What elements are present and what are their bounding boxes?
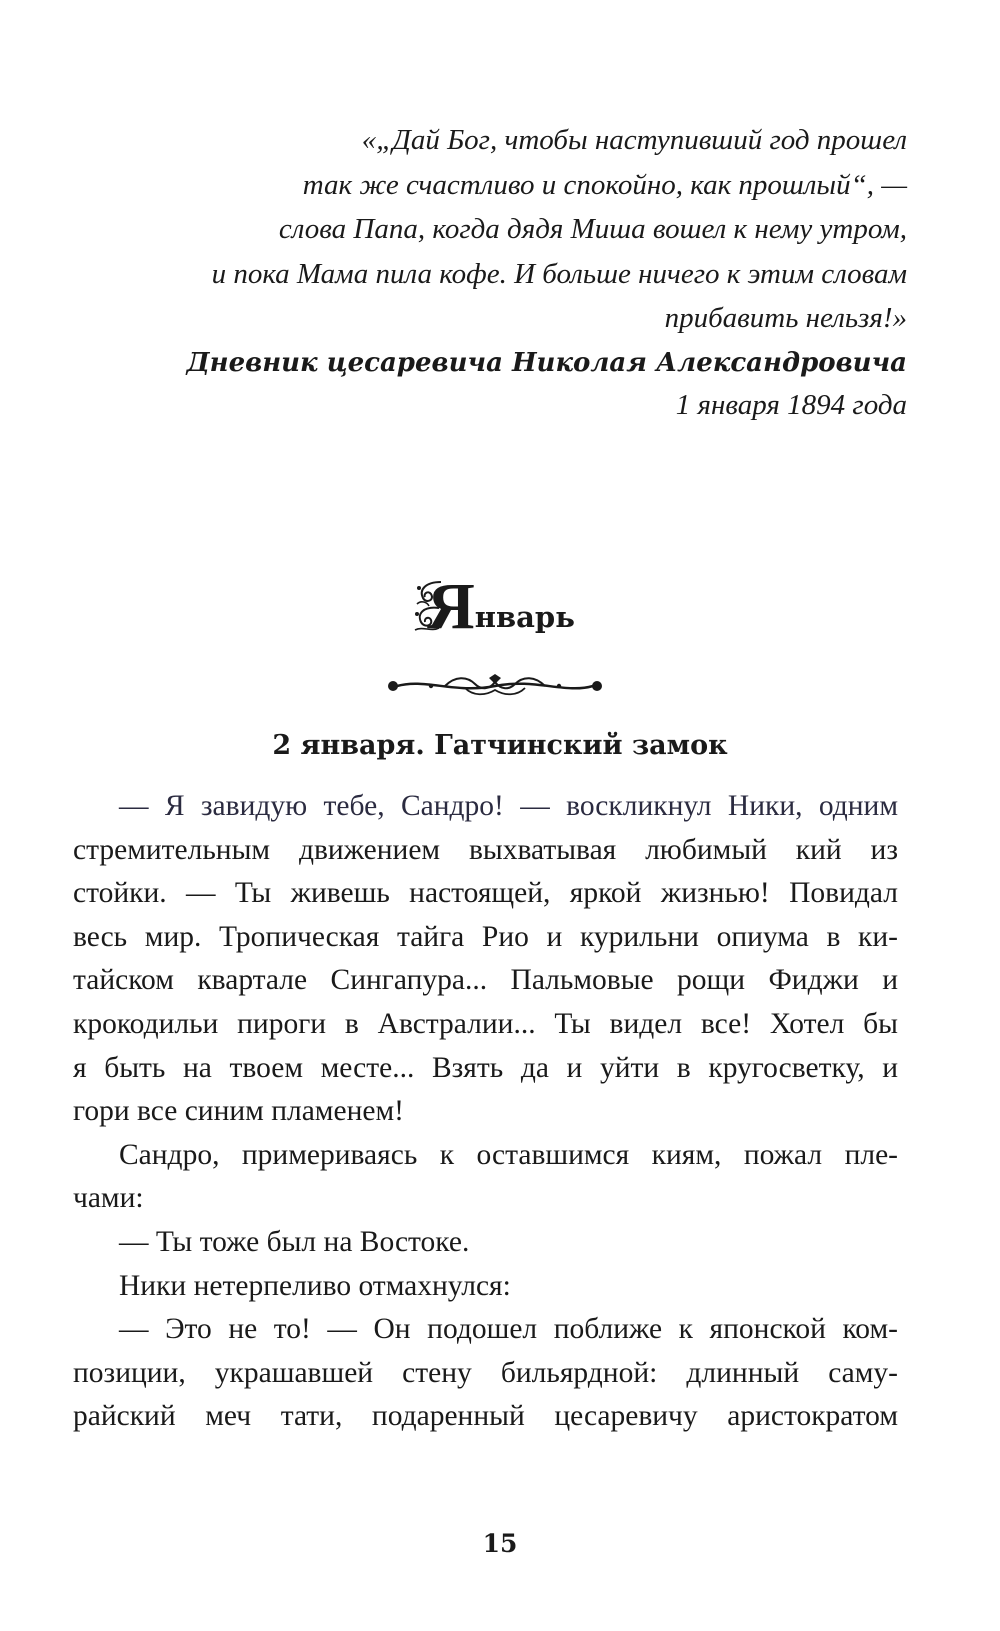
text-line: — Я завидую тебе, Сандро! — воскликнул Ники, одним (119, 790, 898, 822)
section-title: 2 января. Гатчинский замок (272, 730, 728, 761)
page-number: 15 (482, 1529, 518, 1558)
text-line: позиции, украшавшей стену бильярдной: длинный саму- (73, 1356, 898, 1389)
epigraph (127, 118, 907, 425)
epigraph-source: Дневник цесаревича Николая Александровича (186, 347, 907, 378)
chapter-heading (0, 570, 1000, 643)
text-line: весь мир. Тропическая тайга Рио и курильни опиума в ки- (73, 920, 898, 953)
dropcap-letter: Я (427, 570, 475, 643)
text-line: я быть на твоем месте... Взять да и уйти в кругосветку, и (73, 1051, 898, 1084)
text-line: крокодильи пироги в Австралии... Ты видел все! Хотел бы (73, 1007, 898, 1040)
chapter-title-rest: нварь (474, 600, 575, 634)
epigraph-line: прибавить нельзя!» (664, 302, 907, 334)
text-line: стойки. — Ты живешь настоящей, яркой жизнью! Повидал (73, 877, 898, 910)
text-line: райский меч тати, подаренный цесаревичу аристократом (73, 1400, 898, 1433)
dropcap-flourish-icon (411, 578, 449, 634)
chapter-dropcap (425, 570, 477, 643)
epigraph-line: так же счастливо и спокойно, как прошлый“, — (302, 168, 907, 201)
epigraph-date: 1 января 1894 года (675, 388, 907, 421)
text-line: чами: (73, 1182, 144, 1215)
text-line: гори все синим пламенем! (73, 1095, 404, 1128)
text-line: — Это не то! — Он подошел поближе к японской ком- (119, 1313, 898, 1346)
epigraph-line: слова Папа, когда дядя Миша вошел к нему утром, (278, 213, 907, 245)
text-line: тайском квартале Сингапура... Пальмовые рощи Фиджи и (73, 964, 898, 997)
epigraph-line: и пока Мама пила кофе. И больше ничего к этим словам (211, 257, 907, 290)
text-line: — Ты тоже был на Востоке. (119, 1225, 470, 1258)
ornamental-divider-icon (385, 672, 605, 700)
epigraph-line: «„Дай Бог, чтобы наступивший год прошел (361, 124, 907, 156)
text-line: Сандро, примериваясь к оставшимся киям, пожал пле- (119, 1138, 898, 1171)
body-text (73, 785, 898, 1439)
text-line: Ники нетерпеливо отмахнулся: (119, 1269, 511, 1302)
chapter-title (425, 570, 575, 643)
text-line: стремительным движением выхватывая любимый кий из (73, 833, 898, 866)
